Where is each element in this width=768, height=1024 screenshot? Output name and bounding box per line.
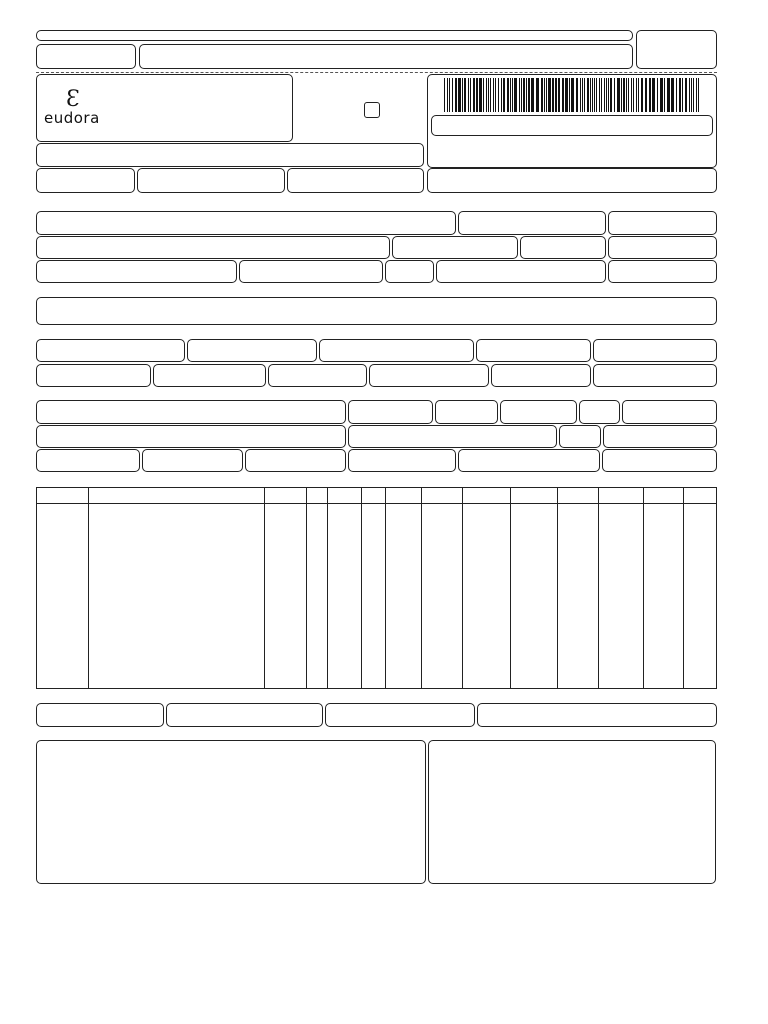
- cnpj-field: [287, 168, 424, 193]
- items-table-column-divider: [361, 488, 362, 688]
- brand-name: eudora: [44, 109, 100, 127]
- issue-date-field: [608, 211, 717, 235]
- complementary-info-box: [36, 740, 426, 884]
- icms-st-value-field: [476, 339, 591, 362]
- recipient-district-field: [392, 236, 518, 259]
- items-table-column-divider: [327, 488, 328, 688]
- volume-quantity-field: [36, 449, 140, 472]
- carrier-name-field: [36, 400, 346, 424]
- vehicle-uf-field: [579, 400, 620, 424]
- net-weight-field: [602, 449, 717, 472]
- recipient-city-field: [36, 260, 237, 283]
- recipient-zip-field: [520, 236, 606, 259]
- items-table-column-divider: [598, 488, 599, 688]
- discount-field: [268, 364, 367, 387]
- items-table: [36, 487, 717, 689]
- state-registration-subst-field: [137, 168, 285, 193]
- issqn-value-field: [477, 703, 717, 727]
- access-key-field: [431, 115, 713, 136]
- items-table-column-divider: [88, 488, 89, 688]
- recipient-ie-field: [436, 260, 606, 283]
- authorization-protocol-field: [427, 168, 717, 193]
- fisco-reserved-box: [428, 740, 716, 884]
- state-registration-field: [36, 168, 135, 193]
- gross-weight-field: [458, 449, 600, 472]
- antt-code-field: [435, 400, 498, 424]
- products-total-field: [593, 339, 717, 362]
- other-expenses-field: [369, 364, 489, 387]
- freight-payer-field: [348, 400, 433, 424]
- municipal-registration-field: [36, 703, 164, 727]
- freight-value-field: [36, 364, 151, 387]
- exit-date-field: [608, 236, 717, 259]
- items-table-column-divider: [306, 488, 307, 688]
- header-receipt-signature-field: [139, 44, 633, 69]
- items-table-column-divider: [421, 488, 422, 688]
- items-table-column-divider: [385, 488, 386, 688]
- items-table-column-divider: [510, 488, 511, 688]
- items-table-column-divider: [557, 488, 558, 688]
- icms-base-field: [36, 339, 185, 362]
- volume-species-field: [142, 449, 243, 472]
- carrier-address-field: [36, 425, 346, 448]
- items-table-column-divider: [643, 488, 644, 688]
- icms-value-field: [187, 339, 317, 362]
- cut-line: [36, 72, 717, 73]
- carrier-ie-field: [603, 425, 717, 448]
- services-total-field: [166, 703, 323, 727]
- exit-time-field: [608, 260, 717, 283]
- operation-nature-field: [36, 143, 424, 167]
- header-nfe-number-box: [636, 30, 717, 69]
- brand-mark: Ɛ: [66, 87, 80, 112]
- entry-exit-checkbox[interactable]: [364, 102, 380, 118]
- carrier-cnpj-field: [622, 400, 717, 424]
- recipient-phone-field: [239, 260, 383, 283]
- carrier-uf-field: [559, 425, 601, 448]
- items-table-column-divider: [683, 488, 684, 688]
- items-table-header-separator: [37, 503, 716, 504]
- items-table-column-divider: [462, 488, 463, 688]
- items-table-column-divider: [264, 488, 265, 688]
- volume-brand-field: [245, 449, 346, 472]
- ipi-value-field: [491, 364, 591, 387]
- recipient-uf-field: [385, 260, 434, 283]
- icms-st-base-field: [319, 339, 474, 362]
- brand-logo: [44, 88, 108, 132]
- volume-numbering-field: [348, 449, 456, 472]
- carrier-city-field: [348, 425, 557, 448]
- vehicle-plate-field: [500, 400, 577, 424]
- recipient-cnpj-field: [458, 211, 606, 235]
- billing-field: [36, 297, 717, 325]
- insurance-value-field: [153, 364, 266, 387]
- recipient-address-field: [36, 236, 390, 259]
- recipient-name-field: [36, 211, 456, 235]
- barcode-icon: [444, 78, 702, 112]
- invoice-total-field: [593, 364, 717, 387]
- issqn-base-field: [325, 703, 475, 727]
- header-top-strip: [36, 30, 633, 41]
- header-receipt-field: [36, 44, 136, 69]
